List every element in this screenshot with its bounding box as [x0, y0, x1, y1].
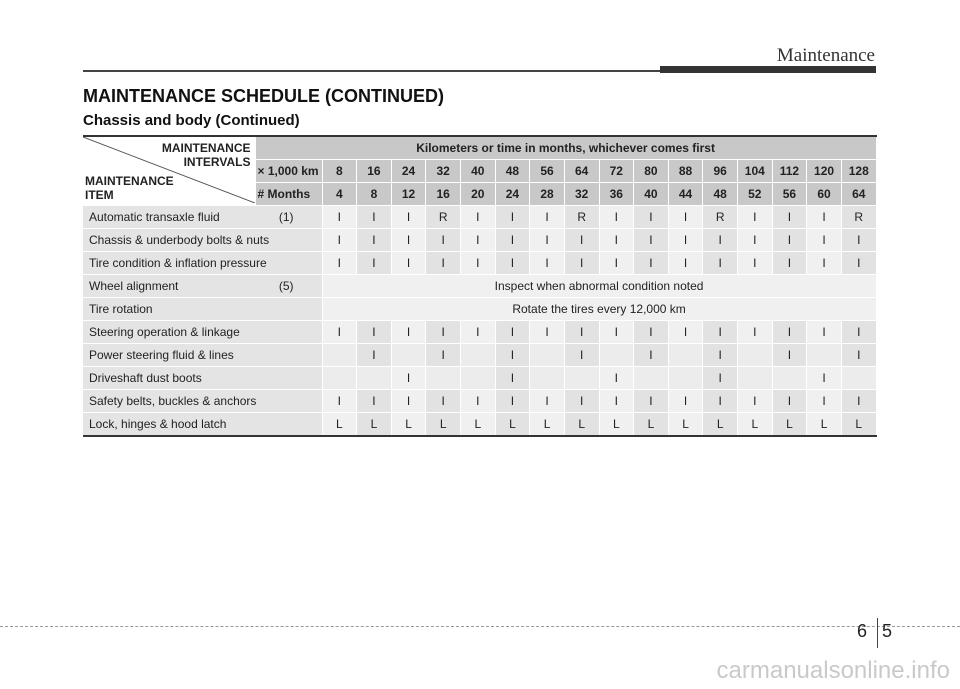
footer-divider [0, 626, 960, 627]
schedule-cell: I [634, 344, 669, 367]
schedule-cell: R [841, 206, 876, 229]
schedule-cell: I [495, 367, 530, 390]
schedule-cell: I [738, 206, 773, 229]
schedule-cell: I [807, 390, 842, 413]
item-note: (1) [278, 210, 294, 224]
months-cell: 8 [357, 183, 392, 206]
months-cell: 52 [738, 183, 773, 206]
item-label: Tire rotation [89, 302, 153, 316]
schedule-cell: I [738, 252, 773, 275]
corner-intervals-label [162, 141, 251, 169]
item-cell [83, 229, 322, 252]
schedule-cell: I [495, 252, 530, 275]
schedule-cell: I [391, 321, 426, 344]
schedule-cell: I [461, 390, 496, 413]
schedule-cell [530, 367, 565, 390]
schedule-cell: I [357, 321, 392, 344]
km-cell: 104 [738, 160, 773, 183]
schedule-cell: I [357, 229, 392, 252]
page-subheading: Chassis and body (Continued) [83, 112, 300, 129]
schedule-cell: I [564, 229, 599, 252]
table-row [83, 252, 876, 275]
schedule-cell: I [599, 252, 634, 275]
maintenance-schedule-table [83, 135, 877, 437]
months-cell: 12 [391, 183, 426, 206]
schedule-cell: I [772, 206, 807, 229]
schedule-cell: I [530, 321, 565, 344]
item-cell [83, 367, 322, 390]
schedule-cell: I [668, 229, 703, 252]
km-cell: 56 [530, 160, 565, 183]
schedule-cell [807, 344, 842, 367]
schedule-cell: L [807, 413, 842, 437]
schedule-cell: L [564, 413, 599, 437]
schedule-cell [841, 367, 876, 390]
table-row [83, 367, 876, 390]
schedule-cell [461, 344, 496, 367]
schedule-cell [322, 367, 357, 390]
schedule-cell: I [634, 321, 669, 344]
schedule-cell: I [703, 252, 738, 275]
months-cell: 36 [599, 183, 634, 206]
item-cell [83, 413, 322, 437]
item-label: Chassis & underbody bolts & nuts [89, 233, 270, 247]
interval-title: Kilometers or time in months, whichever comes first [255, 136, 876, 160]
schedule-cell: R [426, 206, 461, 229]
schedule-cell: I [772, 321, 807, 344]
schedule-cell: I [703, 344, 738, 367]
corner-cell [83, 136, 255, 206]
schedule-cell: I [322, 390, 357, 413]
schedule-cell: I [807, 206, 842, 229]
item-label: Automatic transaxle fluid [89, 210, 220, 224]
schedule-cell [599, 344, 634, 367]
schedule-cell: I [634, 206, 669, 229]
item-cell [83, 344, 322, 367]
schedule-cell: I [599, 321, 634, 344]
schedule-cell: I [530, 206, 565, 229]
schedule-cell: I [461, 206, 496, 229]
schedule-cell [772, 367, 807, 390]
schedule-cell: I [807, 321, 842, 344]
schedule-cell: I [841, 390, 876, 413]
table-row [83, 229, 876, 252]
schedule-cell: I [772, 229, 807, 252]
schedule-cell [391, 344, 426, 367]
schedule-cell: I [391, 252, 426, 275]
schedule-cell: I [634, 252, 669, 275]
schedule-cell: I [599, 206, 634, 229]
schedule-cell: I [530, 229, 565, 252]
months-label: # Months [255, 183, 322, 206]
km-cell: 8 [322, 160, 357, 183]
schedule-cell [564, 367, 599, 390]
schedule-cell: I [599, 390, 634, 413]
schedule-cell [322, 344, 357, 367]
header-rule [83, 70, 660, 72]
schedule-cell: L [668, 413, 703, 437]
km-cell: 88 [668, 160, 703, 183]
item-label: Driveshaft dust boots [89, 371, 202, 385]
km-cell: 80 [634, 160, 669, 183]
km-cell: 120 [807, 160, 842, 183]
schedule-cell: I [564, 321, 599, 344]
maintenance-table-wrap [83, 135, 876, 437]
schedule-cell: I [807, 367, 842, 390]
km-cell: 72 [599, 160, 634, 183]
schedule-cell: I [322, 206, 357, 229]
table-row [83, 390, 876, 413]
schedule-cell: I [391, 367, 426, 390]
schedule-cell: I [599, 229, 634, 252]
table-row [83, 344, 876, 367]
km-cell: 24 [391, 160, 426, 183]
schedule-cell: I [668, 390, 703, 413]
schedule-cell: I [564, 344, 599, 367]
schedule-cell: L [391, 413, 426, 437]
schedule-cell: L [599, 413, 634, 437]
corner-intervals-line2: INTERVALS [183, 155, 251, 169]
schedule-cell: I [495, 390, 530, 413]
span-note-cell: Inspect when abnormal condition noted [322, 275, 876, 298]
months-cell: 32 [564, 183, 599, 206]
km-cell: 32 [426, 160, 461, 183]
schedule-cell: I [668, 252, 703, 275]
schedule-cell: I [807, 252, 842, 275]
schedule-cell: I [461, 229, 496, 252]
schedule-cell: L [841, 413, 876, 437]
item-cell [83, 206, 322, 229]
schedule-cell: I [668, 321, 703, 344]
schedule-cell: I [391, 229, 426, 252]
schedule-cell: L [530, 413, 565, 437]
schedule-cell: I [841, 321, 876, 344]
schedule-cell [668, 367, 703, 390]
schedule-cell: I [564, 390, 599, 413]
schedule-cell: L [634, 413, 669, 437]
schedule-cell: I [634, 390, 669, 413]
schedule-cell: I [322, 321, 357, 344]
table-row [83, 321, 876, 344]
months-cell: 4 [322, 183, 357, 206]
item-cell [83, 275, 322, 298]
schedule-cell: I [703, 390, 738, 413]
schedule-cell: I [703, 229, 738, 252]
schedule-cell: I [426, 344, 461, 367]
item-cell [83, 252, 322, 275]
months-cell: 24 [495, 183, 530, 206]
header-row-title [83, 136, 876, 160]
schedule-cell: I [426, 229, 461, 252]
schedule-cell: I [530, 390, 565, 413]
km-cell: 64 [564, 160, 599, 183]
schedule-cell: I [738, 229, 773, 252]
km-label: × 1,000 km [255, 160, 322, 183]
schedule-cell: I [495, 229, 530, 252]
span-note-cell: Rotate the tires every 12,000 km [322, 298, 876, 321]
km-cell: 16 [357, 160, 392, 183]
schedule-cell: I [530, 252, 565, 275]
schedule-cell [738, 344, 773, 367]
item-label: Power steering fluid & lines [89, 348, 234, 362]
item-note: (5) [278, 279, 294, 293]
schedule-cell: L [322, 413, 357, 437]
schedule-cell: I [391, 206, 426, 229]
item-label: Tire condition & inflation pressure [89, 256, 267, 270]
months-cell: 60 [807, 183, 842, 206]
schedule-cell: I [772, 344, 807, 367]
schedule-cell: I [322, 252, 357, 275]
schedule-cell: I [426, 321, 461, 344]
table-row [83, 275, 876, 298]
schedule-cell: I [703, 321, 738, 344]
schedule-cell: I [461, 252, 496, 275]
km-cell: 96 [703, 160, 738, 183]
schedule-cell [530, 344, 565, 367]
schedule-cell: I [357, 390, 392, 413]
km-cell: 128 [841, 160, 876, 183]
km-cell: 112 [772, 160, 807, 183]
schedule-cell: I [738, 390, 773, 413]
item-label: Steering operation & linkage [89, 325, 240, 339]
item-cell [83, 298, 322, 321]
schedule-cell: I [772, 390, 807, 413]
item-label: Safety belts, buckles & anchors [89, 394, 257, 408]
page-heading: MAINTENANCE SCHEDULE (CONTINUED) [83, 86, 444, 106]
schedule-cell [668, 344, 703, 367]
km-cell: 40 [461, 160, 496, 183]
schedule-cell: I [461, 321, 496, 344]
months-cell: 40 [634, 183, 669, 206]
schedule-cell: I [668, 206, 703, 229]
schedule-cell [357, 367, 392, 390]
schedule-cell: L [426, 413, 461, 437]
item-label: Lock, hinges & hood latch [89, 417, 227, 431]
months-cell: 44 [668, 183, 703, 206]
schedule-cell: L [772, 413, 807, 437]
schedule-cell: I [357, 344, 392, 367]
item-cell [83, 390, 322, 413]
months-cell: 16 [426, 183, 461, 206]
item-cell [83, 321, 322, 344]
km-cell: 48 [495, 160, 530, 183]
schedule-cell: I [495, 321, 530, 344]
schedule-cell: L [461, 413, 496, 437]
schedule-cell: I [357, 252, 392, 275]
corner-item-line2: ITEM [85, 188, 114, 202]
schedule-cell: R [564, 206, 599, 229]
schedule-cell: I [426, 390, 461, 413]
corner-item-label [85, 174, 174, 202]
schedule-cell: I [841, 252, 876, 275]
months-cell: 56 [772, 183, 807, 206]
months-cell: 20 [461, 183, 496, 206]
schedule-cell: I [322, 229, 357, 252]
schedule-cell: I [426, 252, 461, 275]
schedule-cell: I [391, 390, 426, 413]
schedule-cell: I [841, 229, 876, 252]
schedule-cell [634, 367, 669, 390]
schedule-cell: I [599, 367, 634, 390]
schedule-cell: I [772, 252, 807, 275]
watermark-text: carmanualsonline.info [716, 657, 950, 684]
schedule-cell: I [564, 252, 599, 275]
chapter-number: 6 [857, 621, 868, 641]
schedule-cell: I [357, 206, 392, 229]
schedule-cell: I [841, 344, 876, 367]
schedule-cell: I [495, 344, 530, 367]
schedule-cell: L [357, 413, 392, 437]
table-row [83, 298, 876, 321]
schedule-cell [426, 367, 461, 390]
schedule-cell: L [738, 413, 773, 437]
schedule-cell: I [807, 229, 842, 252]
item-label: Wheel alignment [89, 279, 179, 293]
section-title: Maintenance [776, 45, 875, 66]
schedule-cell [461, 367, 496, 390]
corner-item-line1: MAINTENANCE [85, 174, 174, 188]
months-cell: 64 [841, 183, 876, 206]
schedule-cell: R [703, 206, 738, 229]
schedule-cell: I [738, 321, 773, 344]
schedule-cell: I [495, 206, 530, 229]
schedule-cell: L [495, 413, 530, 437]
header-rule-accent [660, 66, 876, 73]
schedule-cell: L [703, 413, 738, 437]
months-cell: 28 [530, 183, 565, 206]
months-cell: 48 [703, 183, 738, 206]
schedule-cell: I [703, 367, 738, 390]
corner-intervals-line1: MAINTENANCE [161, 141, 251, 155]
footer-separator [877, 618, 878, 648]
schedule-cell: I [634, 229, 669, 252]
table-row [83, 206, 876, 229]
page-number: 5 [882, 621, 893, 641]
schedule-cell [738, 367, 773, 390]
table-row [83, 413, 876, 437]
